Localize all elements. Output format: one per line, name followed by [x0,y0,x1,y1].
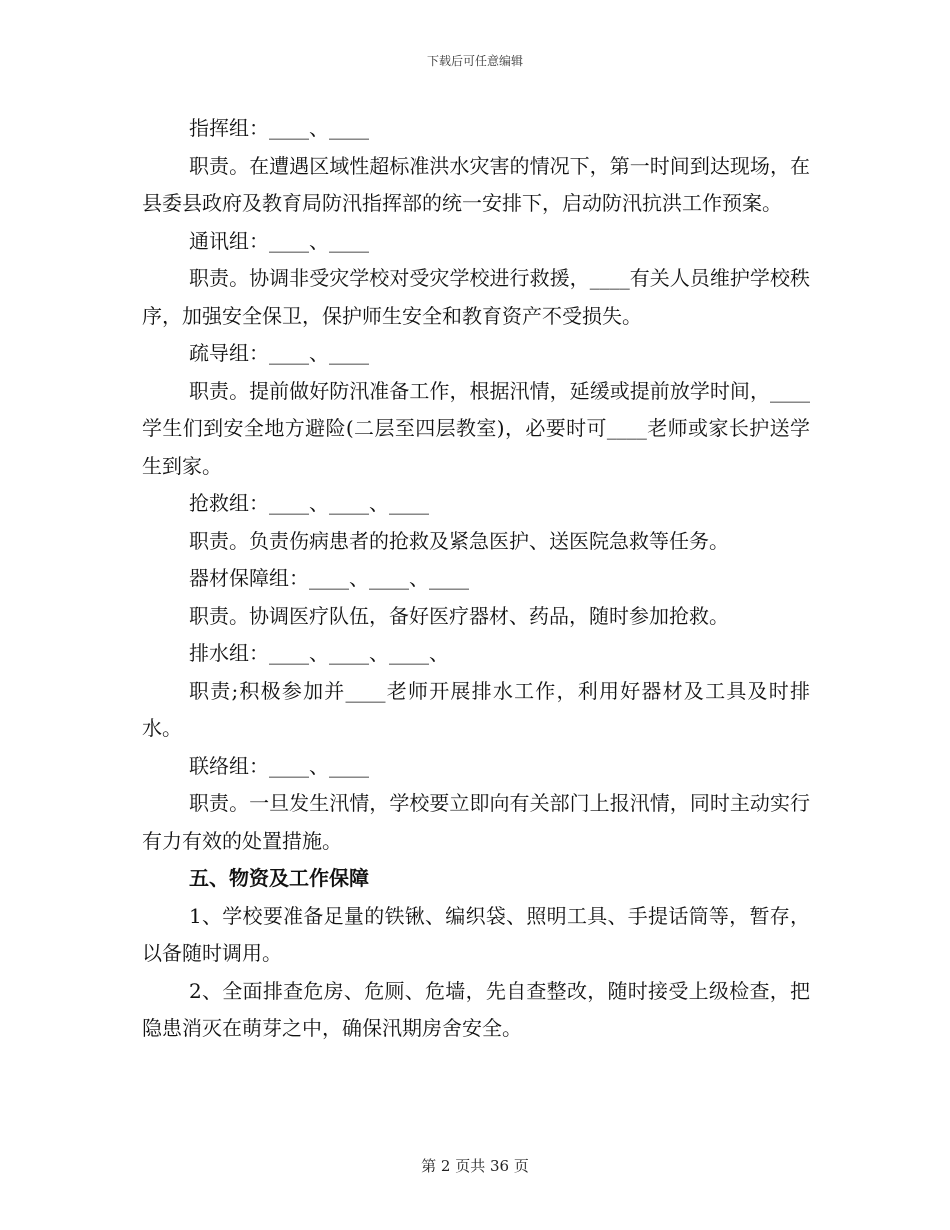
paragraph-equipment-group: 器材保障组：____、____、____ [189,566,469,590]
section-heading-supplies: 五、物资及工作保障 [189,866,369,890]
document-body [142,110,810,1048]
paragraph-communication-group: 通讯组：____、____ [189,228,369,253]
paragraph-equipment-duty: 职责。协调医疗队伍，备好医疗器材、药品，随时参加抢救。 [189,603,729,628]
paragraph-command-duty: 职责。在遭遇区域性超标准洪水灾害的情况下，第一时间到达现场，在县委县政府及教育局防汛指挥部的统一安排下，启动防汛抗洪工作预案。 [142,153,810,215]
paragraph-rescue-duty: 职责。负责伤病患者的抢救及紧急医护、送医院急救等任务。 [189,528,729,553]
paragraph-liaison-group: 联络组：____、____ [189,753,369,778]
paragraph-drainage-group: 排水组：____、____、____、 [189,641,449,665]
paragraph-guidance-group: 疏导组：____、____ [189,341,369,365]
paragraph-guidance-duty: 职责。提前做好防汛准备工作，根据汛情，延缓或提前放学时间，____学生们到安全地方避险(二层至四层教室)，必要时可____老师或家长护送学生到家。 [142,378,810,478]
page-number-footer: 第 2 页共 36 页 [421,1157,529,1175]
paragraph-supplies-item-2: 2、全面排查危房、危厕、危墙，先自查整改，随时接受上级检查，把隐患消灭在萌芽之中，确保汛期房舍安全。 [142,978,810,1040]
paragraph-command-group: 指挥组：____、____ [189,116,369,140]
paragraph-liaison-duty: 职责。一旦发生汛情，学校要立即向有关部门上报汛情，同时主动实行有力有效的处置措施。 [142,791,810,853]
paragraph-supplies-item-1: 1、学校要准备足量的铁锹、编织袋、照明工具、手提话筒等，暂存，以备随时调用。 [142,903,810,965]
paragraph-communication-duty: 职责。协调非受灾学校对受灾学校进行救援，____有关人员维护学校秩序，加强安全保卫，保护师生安全和教育资产不受损失。 [142,266,810,328]
page-header-note: 下载后可任意编辑 [426,54,523,68]
paragraph-drainage-duty: 职责;积极参加并____老师开展排水工作，利用好器材及工具及时排水。 [142,678,810,740]
paragraph-rescue-group: 抢救组：____、____、____ [189,491,429,515]
